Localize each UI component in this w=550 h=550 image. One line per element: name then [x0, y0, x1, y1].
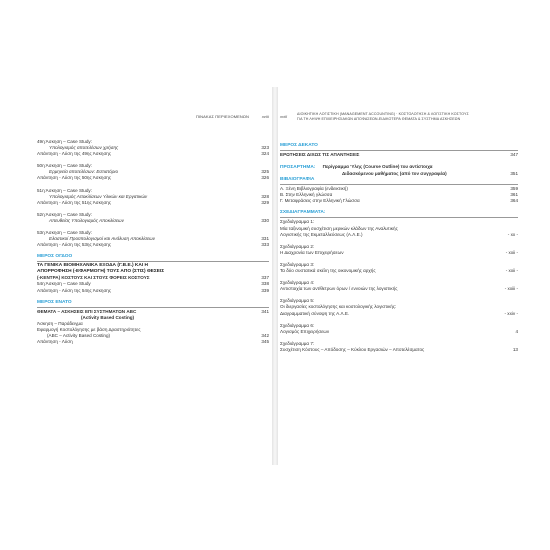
- toc-entry: Απάντηση - Λύση της 53ης Άσκησης 333: [37, 242, 269, 248]
- appendix-title-line: Διδασκόμενου μαθήματος (από τον συγγραφέα) 351: [342, 171, 518, 177]
- part8-title-line: (-ΚΕΝΤΡΑ) ΚΟΣΤΟΥΣ ΚΑΙ ΣΤΟΥΣ ΦΟΡΕΙΣ ΚΟΣΤΟΥΣ 337: [37, 275, 269, 281]
- right-page-number: xviii: [280, 114, 288, 119]
- diagram-entry: Σχεδιάγραμμα 7:: [280, 340, 315, 346]
- toc-entry: Γ. Μεταφράσεις στην Ελληνική Γλώσσα 364: [280, 198, 518, 204]
- diagram-entry: Λογιστικής της Εκμεταλλεύσεως (Α.Λ.Ε.) - xx -: [280, 231, 518, 237]
- right-page: [280, 87, 518, 465]
- diagram-entry: Αντιστοιχία των αντίθετρων όρων / εννοιών της λογιστικής - xxiii -: [280, 286, 518, 292]
- toc-entry: 54η Άσκηση – Case Study 338: [37, 281, 269, 287]
- diagram-entry: Διαγραμματική σύνοψη της Α.Λ.Ε. - xxiv -: [280, 310, 518, 316]
- toc-entry: Ερμηνεία αποτελέσων: Εστιατόριο 325: [49, 169, 269, 175]
- diagram-entry: Σχεδιάγραμμα 5:: [280, 298, 315, 304]
- diagram-entry: Η Διαχρονία των Επιχειρήσεων - xxii -: [280, 249, 518, 255]
- diagram-entry: Σχεδιάγραμμα 4:: [280, 280, 315, 286]
- diagram-entry: Μία ταξινομική συσχέτιση μερικών κλάδων της Αναλυτικής: [280, 225, 398, 231]
- book-spine: [272, 87, 278, 465]
- toc-entry: Απάντηση - Λύση της 49ης Άσκησης 324: [37, 151, 269, 157]
- toc-entry: Εφαρμογή Κοστολόγησης με βάση Δραστηριότητες: [37, 326, 141, 332]
- part8-title-line: ΑΠΟΡΡΟΦΗΣΗ (-ΕΦΑΡΜΟΓΗ) ΤΟΥΣ ΑΠΟ (ΣΤΙΣ) ΘΕΣΕΙΣ: [37, 269, 165, 275]
- part8-title-line: ΤΑ ΓΕΝΙΚΑ ΒΙΟΜΗΧΑΝΙΚΑ ΕΞΟΔΑ (Γ.Β.Ε.) ΚΑΙ Η: [37, 263, 148, 269]
- toc-entry: Απάντηση - Λύση 345: [37, 339, 269, 345]
- left-toc: [37, 139, 269, 345]
- part10-title: ΕΡΩΤΗΣΕΙΣ ΔΙΧΩΣ ΤΙΣ ΑΠΑΝΤΗΣΕΙΣ 347: [280, 152, 518, 157]
- toc-entry: Απάντηση - Λύση της 51ης Άσκησης 329: [37, 199, 269, 205]
- section-rule: [37, 307, 269, 308]
- toc-entry: Υπολογισμός Αποκλίσεων Υλικών και Εργατικών 328: [49, 193, 269, 199]
- left-running-title: ΠΙΝΑΚΑΣ ΠΕΡΙΕΧΟΜΕΝΩΝ: [195, 114, 249, 119]
- diagram-entry: Σχεδιάγραμμα 1:: [280, 219, 315, 225]
- toc-entry: 52η Άσκηση – Case Study:: [37, 211, 92, 217]
- toc-entry: 51η Άσκηση – Case Study:: [37, 187, 92, 193]
- diagram-entry: Οι διεργασίες κοστολόγησης και κοστολογικής λογιστικής:: [280, 304, 397, 310]
- toc-entry: Α. Ξένη Βιβλιογραφία (ενδεικτική) 359: [280, 186, 518, 192]
- toc-entry: Υπολογισμός αποτελέσων χρήσης 323: [49, 145, 269, 151]
- part10-label: ΜΕΡΟΣ ΔΕΚΑΤΟ: [280, 143, 318, 148]
- diagram-entry: Τα δύο συστατικά σκέλη της οικονομικής αρχής - xxii -: [280, 268, 518, 274]
- toc-entry: (ABC – Activity Based Costing) 342: [47, 332, 269, 338]
- left-page: [37, 87, 269, 465]
- diagram-entry: Συσχέτιση Κόστους – Απόδοσης – Κύκλου Εργασιών – Αποτελέσματος 13: [280, 346, 518, 352]
- toc-entry: 53η Άσκηση – Case Study:: [37, 230, 92, 236]
- toc-entry: 49η Άσκηση – Case Study:: [37, 139, 92, 144]
- appendix-heading: ΠΡΟΣΑΡΤΗΜΑ: Περίγραμμα 'Υλης (Course Outline) του αντίστοιχα: [280, 164, 433, 171]
- diagram-entry: Σχεδιάγραμμα 2:: [280, 243, 315, 249]
- section-rule: [280, 150, 518, 151]
- section-rule: [280, 217, 518, 218]
- toc-entry: Β. Στην Ελληνική γλώσσα 361: [280, 192, 518, 198]
- toc-entry: Άσκηση – Παράδειγμα: [37, 320, 83, 326]
- diagram-entry: Σχεδιάγραμμα 6:: [280, 322, 315, 328]
- left-page-number: xviii: [261, 114, 269, 119]
- part8-label: ΜΕΡΟΣ ΟΓΔΟΟ: [37, 254, 73, 260]
- part9-title-line: ΘΕΜΑΤΑ – ΑΣΚΗΣΕΙΣ ΕΠΙ ΣΥΣΤΗΜΑΤΩΝ ABC 341: [37, 308, 269, 314]
- right-running-title: ΔΙΟΙΚΗΤΙΚΗ ΛΟΓΙΣΤΙΚΗ (MANAGEMENT ACCOUNTING) · ΚΟΣΤΟΛΟΓΗΣΗ & ΛΟΓΙΣΤΙΚΗ ΚΟΣΤΟΥΣ ΓΙΑ ΤΗ ΛΗΨΗ ΕΠΙΧΕΙΡΗΣΙΑΚΩΝ ΑΠΟΦΑΣΕΩΝ-ΕΙΔΙΚΟΤΕΡΑ ΘΕΜΑΤΑ & ΣΥΣΤΗΜΑ ΑΣΚΗΣΕΩΝ: [297, 112, 469, 121]
- part9-label: ΜΕΡΟΣ ΕΝΑΤΟ: [37, 299, 72, 305]
- toc-entry: Απάντηση - Λύση της 54ης Άσκησης 339: [37, 287, 269, 293]
- toc-entry: Ελαστικοί Προϋπολογισμοί και Ανάλυση Αποκλίσεων 331: [49, 236, 269, 242]
- toc-entry: 50η Άσκηση – Case Study:: [37, 163, 92, 169]
- toc-entry: Απευθείας Υπολογισμός Αποκλίσεων 330: [49, 217, 269, 223]
- diagram-entry: Σχεδιάγραμμα 3:: [280, 261, 315, 267]
- part9-title-line: (Activity Based Costing): [81, 314, 135, 320]
- bibliography-label: ΒΙΒΛΙΟΓΡΑΦΙΑ: [280, 177, 315, 183]
- diagrams-label: ΣΧΕΔΙΑΓΡΑΜΜΑΤΑ:: [280, 210, 326, 216]
- toc-entry: Απάντηση - Λύση της 50ης Άσκησης 326: [37, 175, 269, 181]
- right-toc: [280, 143, 518, 353]
- diagram-entry: Λογισμός Επιχειρήσεων 4: [280, 328, 518, 334]
